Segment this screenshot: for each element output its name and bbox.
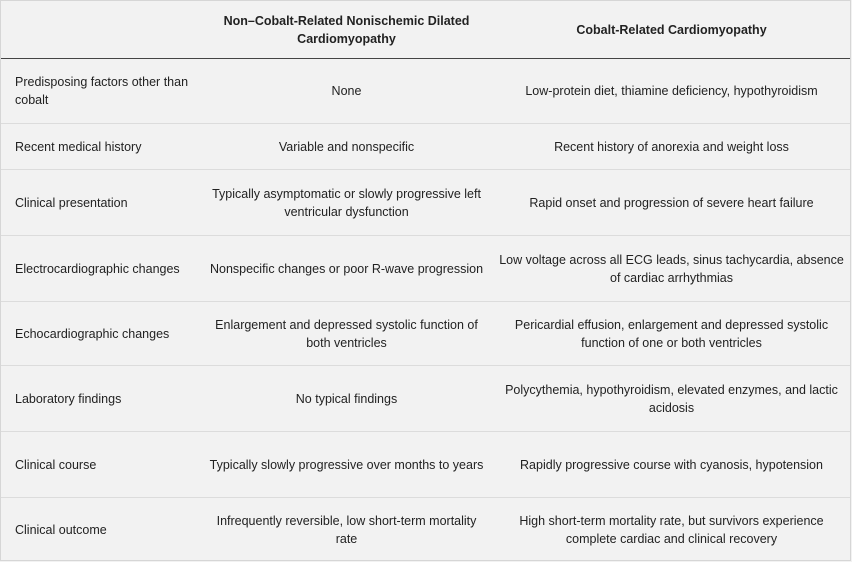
non-cobalt-cell: Infrequently reversible, low short-term mortality rate [216,514,477,546]
row-label: Clinical course [15,457,97,472]
header-cobalt: Cobalt-Related Cardiomyopathy [576,22,767,37]
row-label: Echocardiographic changes [15,326,170,341]
table-row [1,236,850,302]
row-label: Electrocardiographic changes [15,261,180,276]
cobalt-cell: Rapid onset and progression of severe heart failure [529,195,814,210]
non-cobalt-cell: None [331,84,362,98]
table-row [1,498,850,562]
table-row [1,302,850,366]
cobalt-cell: Pericardial effusion, enlargement and depressed systolic function of one or both ventricles [514,317,829,350]
table-row [1,124,850,170]
cobalt-cell: High short-term mortality rate, but survivors experience complete cardiac and clinical recovery [519,514,824,546]
cobalt-cell: Recent history of anorexia and weight loss [554,139,789,154]
row-label: Recent medical history [15,139,142,154]
cobalt-cell: Low voltage across all ECG leads, sinus tachycardia, absence of cardiac arrhythmias [499,252,844,285]
table-row [1,366,850,432]
row-label: Clinical presentation [15,195,128,210]
non-cobalt-cell: Enlargement and depressed systolic function of both ventricles [215,317,478,350]
table-row [1,170,850,236]
non-cobalt-cell: Typically asymptomatic or slowly progressive left ventricular dysfunction [212,186,481,219]
row-label: Clinical outcome [15,523,107,537]
non-cobalt-cell: No typical findings [295,391,398,406]
cobalt-cell: Polycythemia, hypothyroidism, elevated enzymes, and lactic acidosis [505,382,838,415]
non-cobalt-cell: Variable and nonspecific [278,139,415,154]
cobalt-cell: Rapidly progressive course with cyanosis, hypotension [520,457,823,472]
non-cobalt-cell: Typically slowly progressive over months to years [209,457,484,472]
non-cobalt-cell: Nonspecific changes or poor R-wave progression [209,261,484,276]
row-label: Laboratory findings [15,391,122,406]
header-cell-empty [15,1,190,58]
header-non-cobalt: Non–Cobalt-Related Nonischemic Dilated Cardiomyopathy [223,13,470,46]
row-label: Predisposing factors other than cobalt [15,75,189,107]
table-row [1,432,850,498]
cobalt-cell: Low-protein diet, thiamine deficiency, hypothyroidism [525,84,818,98]
table-header-row [1,1,850,59]
table-row [1,59,850,124]
